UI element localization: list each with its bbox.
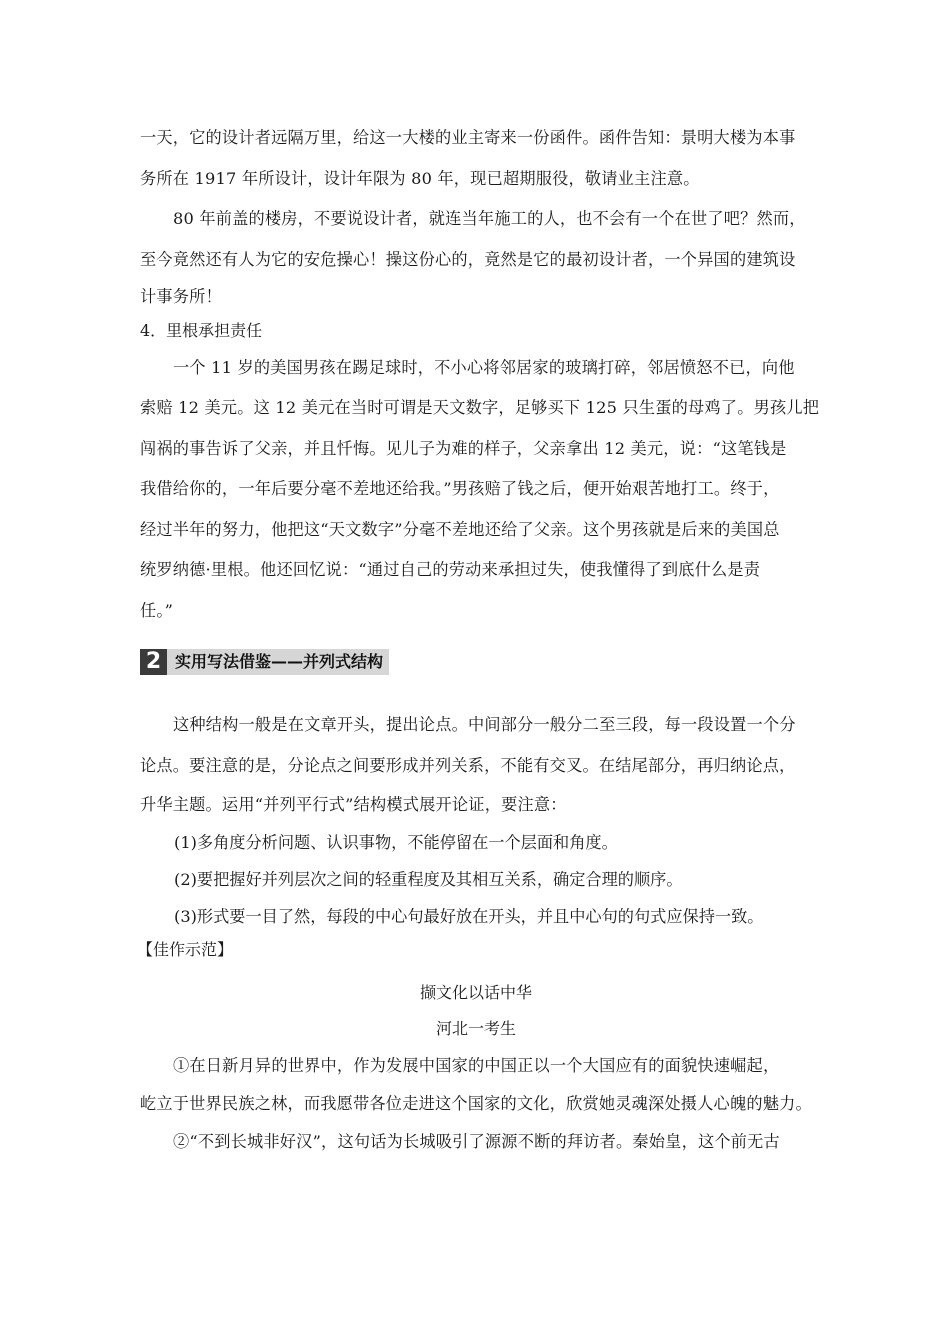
structure-line3: 升华主题。运用“并列平行式”结构模式展开论证，要注意：: [140, 795, 567, 814]
story3-para2-line3: 计事务所！: [140, 287, 222, 306]
document-page: [137, 118, 820, 1161]
story3-para2-line1: 80 年前盖的楼房，不要说设计者，就连当年施工的人，也不会有一个在世了吧？然而，: [173, 209, 806, 228]
section-title: 实用写法借鉴——并列式结构: [167, 649, 389, 675]
structure-item-2: (2)要把握好并列层次之间的轻重程度及其相互关系，确定合理的顺序。: [174, 870, 683, 889]
story4-line2: 索赔 12 美元。这 12 美元在当时可谓是天文数字，足够买下 125 只生蛋的母鸡了。男孩儿把: [140, 398, 820, 417]
story4-line4: 我借给你的，一年后要分毫不差地还给我。”男孩赔了钱之后，便开始艰苦地打工。终于，: [140, 479, 780, 498]
story3-para1-line1: 一天，它的设计者远隔万里，给这一大楼的业主寄来一份函件。函件告知：景明大楼为本事: [140, 128, 796, 147]
structure-line1: 这种结构一般是在文章开头，提出论点。中间部分一般分二至三段，每一段设置一个分: [173, 715, 796, 734]
story3-para2-line2: 至今竟然还有人为它的安危操心！操这份心的，竟然是它的最初设计者，一个异国的建筑设: [140, 249, 796, 269]
story3-para1-line2: 务所在 1917 年所设计，设计年限为 80 年，现已超期服役，敬请业主注意。: [140, 168, 700, 188]
example-p1-line1: ①在日新月异的世界中，作为发展中国家的中国正以一个大国应有的面貌快速崛起，: [173, 1056, 780, 1075]
structure-item-3: (3)形式要一目了然，每段的中心句最好放在开头，并且中心句的句式应保持一致。: [174, 907, 764, 926]
section-header: [140, 649, 812, 675]
story4-line6: 统罗纳德·里根。他还回忆说：“通过自己的劳动来承担过失，使我懂得了到底什么是责: [140, 560, 761, 579]
structure-item-1: (1)多角度分析问题、认识事物，不能停留在一个层面和角度。: [174, 833, 618, 852]
story4-line1: 一个 11 岁的美国男孩在踢足球时，不小心将邻居家的玻璃打碎，邻居愤怒不已，向他: [173, 358, 795, 377]
example-author: 河北一考生: [435, 1019, 516, 1038]
section-number: 2: [140, 649, 167, 675]
example-p2-line1: ②“不到长城非好汉”，这句话为长城吸引了源源不断的拜访者。秦始皇，这个前无古: [173, 1132, 780, 1151]
story4-line3: 闯祸的事告诉了父亲，并且忏悔。见儿子为难的样子，父亲拿出 12 美元，说：“这笔钱是: [140, 438, 787, 458]
example-title: 撷文化以话中华: [419, 983, 532, 1002]
structure-line2: 论点。要注意的是，分论点之间要形成并列关系，不能有交叉。在结尾部分，再归纳论点，: [140, 755, 796, 775]
story4-line5: 经过半年的努力，他把这“天文数字”分毫不差地还给了父亲。这个男孩就是后来的美国总: [140, 519, 780, 539]
story4-line7: 任。”: [140, 600, 174, 620]
example-label: 【佳作示范】: [137, 940, 234, 959]
example-p1-line2: 屹立于世界民族之林，而我愿带各位走进这个国家的文化，欣赏她灵魂深处摄人心魄的魅力。: [140, 1094, 812, 1113]
story4-title: 4．里根承担责任: [140, 321, 263, 340]
